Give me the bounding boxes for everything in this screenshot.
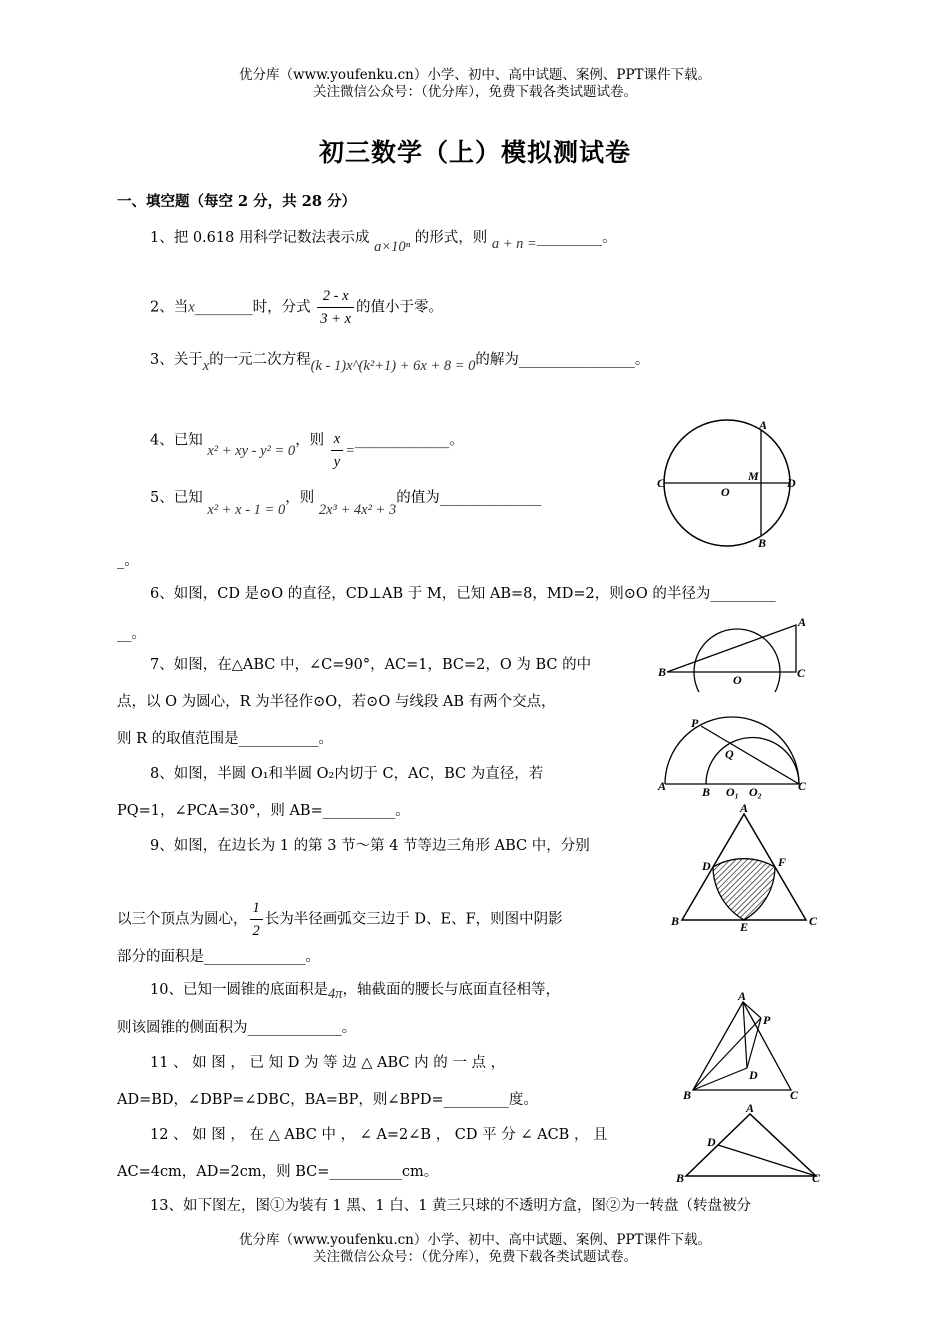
label-d: D [749, 1068, 758, 1082]
q5-expression: 2x³ + 4x² + 3 [318, 502, 397, 518]
q4-end: 。 [449, 432, 464, 449]
q1-text-a: 1、把 0.618 用科学记数法表示成 [150, 230, 370, 246]
q4-equation: x² + xy - y² = 0 [207, 442, 296, 459]
segment-ad [743, 1002, 747, 1068]
label-m: M [748, 469, 759, 483]
label-d: D [707, 1135, 716, 1149]
q3-var: x [202, 358, 210, 374]
q5-text-b: ，则 [285, 490, 315, 506]
label-b: B [683, 1088, 692, 1102]
label-a: A [658, 779, 667, 793]
q6-text: 6、如图，CD 是⊙O 的直径，CD⊥AB 于 M，已知 AB=8，MD=2，则⊙O 的半径为 [150, 586, 711, 602]
label-o: O [733, 673, 742, 687]
label-b: B [758, 536, 767, 550]
question-5 [150, 488, 542, 518]
q9-den: 2 [252, 923, 260, 939]
label-f: F [778, 855, 787, 869]
q5-blank: ______________ [439, 490, 542, 506]
q1-expr: a×10ⁿ [374, 239, 411, 255]
question-6 [150, 584, 776, 604]
q4-blank: _____________ [355, 432, 450, 449]
label-b: B [658, 665, 667, 679]
triangle-abc [667, 625, 796, 672]
q4-text-b: ，则 [295, 432, 325, 449]
q1-expr2: a + n = [491, 236, 537, 252]
figure-q8 [655, 712, 815, 800]
q11-line-2: AD=BD，∠DBP=∠DBC，BA=BP，则∠BPD=_________度。 [117, 1092, 538, 1108]
section-heading: 一、填空题（每空 2 分，共 28 分） [117, 193, 356, 210]
q1-text-b: 的形式，则 [414, 230, 488, 246]
page-title: 初三数学（上）模拟测试卷 [318, 138, 631, 167]
label-a: A [740, 801, 749, 815]
q5-equation: x² + x - 1 = 0 [207, 502, 286, 518]
q9-text-b: 长为半径画弧交三边于 D、E、F，则图中阴影 [264, 911, 563, 928]
q2-var: x [188, 299, 195, 316]
label-p: P [763, 1013, 771, 1027]
q2-text-a: 2、当 [150, 299, 189, 316]
segment-cd [718, 1145, 816, 1176]
label-d: D [787, 476, 796, 490]
label-a: A [746, 1101, 755, 1115]
q10-expr: 4π [327, 986, 343, 1002]
label-d: D [702, 859, 711, 873]
figure-q7 [655, 612, 815, 692]
question-2 [150, 285, 443, 330]
q5-text-a: 5、已知 [150, 490, 203, 506]
label-a: A [738, 990, 747, 1003]
segment-ap [743, 1002, 761, 1018]
label-q: Q [725, 747, 734, 761]
label-a: A [798, 615, 807, 629]
figure-q6 [655, 415, 815, 550]
q2-fraction [317, 285, 354, 330]
label-b: B [671, 914, 680, 928]
shaded-region [713, 859, 775, 920]
q7-line-2: 点，以 O 为圆心，R 为半径作⊙O，若⊙O 与线段 AB 有两个交点， [117, 694, 556, 710]
q13-line-1: 13、如下图左，图①为装有 1 黑、1 白、1 黄三只球的不透明方盒，图②为一转盘（转盘被分 [150, 1198, 752, 1214]
label-c: C [809, 914, 818, 928]
q7-line-3: 则 R 的取值范围是___________。 [117, 731, 333, 747]
q3-text-b: 的一元二次方程 [209, 352, 311, 368]
semicircle-o2 [706, 738, 799, 784]
q1-end: 。 [602, 230, 617, 246]
q9-line-1: 9、如图，在边长为 1 的第 3 节～第 4 节等边三角形 ABC 中，分别 [150, 838, 590, 854]
q3-text-c: 的解为 [475, 352, 519, 368]
q2-blank: ________ [194, 299, 253, 316]
q2-den: 3 + x [320, 311, 352, 327]
footer-line-2: 关注微信公众号：（优分库），免费下载各类试题试卷。 [313, 1249, 637, 1265]
q4-den: y [333, 454, 341, 470]
q2-text-c: 的值小于零。 [356, 299, 444, 316]
q2-text-b: 时，分式 [252, 299, 311, 316]
triangle-abc [693, 1002, 791, 1090]
q1-blank: _________ [536, 230, 603, 246]
question-3 [150, 350, 650, 374]
figure-q9 [665, 800, 825, 935]
header-line-1: 优分库（www.youfenku.cn）小学、初中、高中试题、案例、PPT课件下载。 [238, 67, 712, 83]
triangle-abc [686, 1114, 816, 1176]
header-line-2: 关注微信公众号：（优分库），免费下载各类试题试卷。 [313, 84, 637, 100]
q3-blank: ________________ [518, 352, 635, 368]
q4-fraction [331, 428, 343, 473]
label-a: A [759, 418, 768, 432]
q3-end: 。 [634, 352, 650, 368]
label-e: E [740, 920, 749, 934]
label-c: C [657, 476, 666, 490]
label-b: B [702, 785, 711, 799]
label-c: C [798, 779, 807, 793]
q3-text-a: 3、关于 [150, 352, 203, 368]
q10-text-b: ，轴截面的腰长与底面直径相等， [342, 982, 560, 998]
q4-eq-sign: = [345, 442, 356, 459]
q10-line-2: 则该圆锥的侧面积为_____________。 [117, 1020, 357, 1036]
q9-num: 1 [250, 897, 263, 920]
q10-line-1 [150, 980, 560, 1000]
question-4 [150, 418, 464, 470]
q5-text-c: 的值为 [396, 490, 440, 506]
question-1 [150, 228, 617, 255]
figure-q12 [672, 1100, 832, 1188]
q12-line-1: 12 、 如 图 ， 在 △ ABC 中 ， ∠ A=2∠B ， CD 平 分 ∠ ACB ， 且 [150, 1127, 608, 1143]
q6-continuation: __。 [117, 626, 146, 642]
q11-line-1: 11 、 如 图 ， 已 知 D 为 等 边 △ ABC 内 的 一 点 ， [150, 1055, 506, 1071]
segment-bd [693, 1068, 747, 1090]
q6-blank: _________ [710, 586, 776, 602]
label-o1: O₁ [726, 785, 739, 799]
q5-continuation: _。 [117, 553, 139, 569]
q2-num: 2 - x [317, 285, 354, 308]
footer-line-1: 优分库（www.youfenku.cn）小学、初中、高中试题、案例、PPT课件下载。 [238, 1232, 712, 1248]
q8-line-1: 8、如图，半圆 O₁和半圆 O₂内切于 C，AC，BC 为直径，若 [150, 766, 544, 782]
label-o: O [721, 485, 730, 499]
figure-q11 [675, 990, 805, 1105]
label-o2: O₂ [749, 785, 762, 799]
q8-line-2: PQ=1，∠PCA=30°，则 AB=__________。 [117, 803, 410, 819]
q3-equation: (k - 1)x^(k²+1) + 6x + 8 = 0 [310, 358, 476, 374]
q9-line-3: 部分的面积是______________。 [117, 949, 320, 965]
q9-line-2 [117, 897, 563, 942]
q9-text-a: 以三个顶点为圆心， [117, 911, 248, 928]
q10-text-a: 10、已知一圆锥的底面积是 [150, 982, 328, 998]
label-b: B [676, 1171, 685, 1185]
label-p: P [691, 716, 699, 730]
q4-text-a: 4、已知 [150, 432, 203, 449]
q4-num: x [331, 428, 343, 451]
q7-line-1: 7、如图，在△ABC 中，∠C=90°，AC=1，BC=2，O 为 BC 的中 [150, 657, 592, 673]
label-c: C [790, 1088, 799, 1102]
q9-fraction [250, 897, 263, 942]
label-c: C [812, 1171, 821, 1185]
q12-line-2: AC=4cm，AD=2cm，则 BC=__________cm。 [117, 1164, 439, 1180]
label-c: C [797, 666, 806, 680]
